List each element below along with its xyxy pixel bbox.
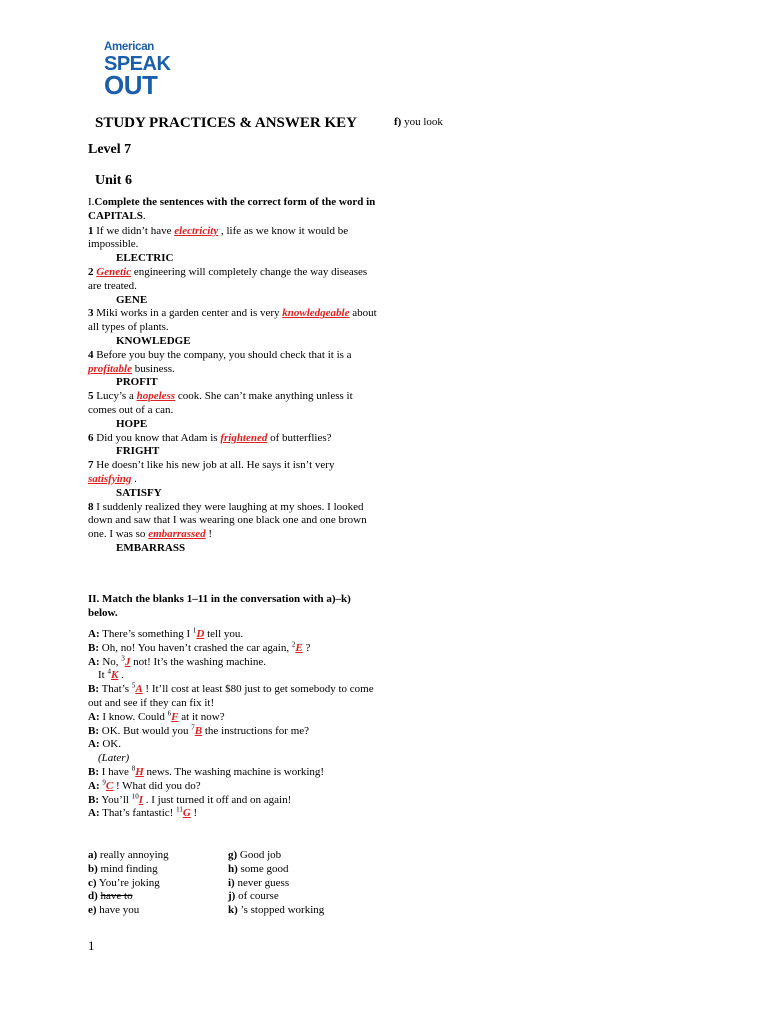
item-keyword: GENE (116, 293, 148, 306)
item-answer: Genetic (96, 265, 132, 278)
line-text-after: ! It’ll cost at least $80 just to get somebody to come out and see if they can fix it! (88, 683, 374, 709)
option-letter: g) (228, 849, 238, 861)
option-text: You’re joking (98, 876, 160, 889)
exercise-item (88, 266, 378, 307)
line-text-before: OK. (102, 738, 121, 751)
side-answer-f (394, 116, 443, 128)
item-keyword: EMBARRASS (116, 541, 186, 554)
exercise-items (88, 225, 378, 556)
speaker: B: (88, 683, 99, 696)
logo-line-speak: SPEAK (104, 52, 171, 75)
blank-number: 11 (176, 805, 183, 814)
item-text-after: engineering will completely change the way diseases are treated. (88, 265, 368, 292)
item-answer: profitable (88, 362, 132, 375)
line-text-before: It (98, 669, 105, 682)
option-letter: h) (228, 862, 238, 875)
conversation-line (88, 766, 388, 780)
item-text-after: ! (208, 528, 213, 541)
item-number: 3 (88, 307, 94, 320)
line-text-after: tell you. (207, 628, 244, 640)
speaker: B: (88, 641, 99, 654)
item-number: 5 (88, 390, 94, 403)
blank-answer: G (182, 807, 191, 820)
conversation-line (88, 683, 388, 711)
item-text-before: Miki works in a garden center and is very (96, 307, 280, 320)
option-letter: j) (228, 890, 236, 903)
section-one (88, 196, 378, 556)
side-answer-text: you look (404, 116, 443, 128)
speaker: B: (88, 724, 99, 737)
option-item (88, 849, 169, 863)
line-text-before: (Later) (98, 752, 130, 765)
option-letter: a) (88, 849, 98, 861)
page-title: STUDY PRACTICES & ANSWER KEY (95, 115, 357, 131)
item-answer: embarrassed (148, 528, 206, 541)
blank-answer: J (124, 655, 131, 668)
item-keyword: KNOWLEDGE (116, 334, 191, 347)
exercise-item (88, 390, 378, 431)
conversation-line (88, 628, 388, 642)
blank-number: 4 (107, 667, 111, 676)
item-answer: hopeless (136, 390, 176, 403)
blank-number: 8 (131, 764, 136, 773)
option-letter: i) (228, 876, 235, 889)
exercise-item (88, 307, 378, 348)
item-number: 1 (88, 224, 94, 237)
line-text-after: at it now? (181, 710, 225, 723)
blank-number: 6 (167, 709, 172, 718)
option-item (88, 890, 169, 904)
option-letter: d) (88, 890, 98, 903)
line-text-before: That’s fantastic! (102, 807, 174, 820)
line-text-after: ! What did you do? (115, 779, 201, 792)
option-item (88, 877, 169, 891)
conversation-line (88, 653, 388, 670)
item-text-after: about all types of plants. (88, 307, 377, 334)
option-text: have to (100, 890, 133, 903)
option-text: of course (238, 890, 279, 903)
blank-number: 1 (192, 626, 197, 635)
option-text: some good (240, 862, 289, 875)
line-text-after: news. The washing machine is working! (146, 765, 325, 778)
conversation-line (88, 711, 388, 725)
section-one-heading: I.Complete the sentences with the correct form of the word in CAPITALS. (88, 196, 376, 222)
item-keyword: SATISFY (116, 486, 162, 499)
exercise-item (88, 349, 378, 390)
exercise-item (88, 225, 378, 266)
speaker: A: (88, 779, 100, 792)
side-answer-letter: f) (394, 116, 402, 128)
option-text: really annoying (99, 849, 169, 861)
exercise-item (88, 501, 378, 556)
item-keyword: FRIGHT (116, 445, 160, 458)
blank-answer: D (196, 628, 205, 640)
item-number: 7 (88, 459, 94, 472)
option-letter: e) (88, 904, 97, 917)
logo-line-american: American (104, 41, 155, 53)
blank-number: 5 (131, 681, 136, 690)
line-text-before: I have (101, 765, 129, 778)
item-text-before: I suddenly realized they were laughing at my shoes. I looked down and saw that I was wearing one black one and one brown one. I was so (88, 500, 367, 541)
option-letter: c) (88, 876, 97, 889)
speaker: A: (88, 628, 100, 640)
speaker: A: (88, 738, 100, 751)
item-keyword: PROFIT (116, 376, 158, 389)
line-text-before: There’s something I (102, 628, 191, 640)
section-two-heading: II. Match the blanks 1–11 in the conversation with a)–k) below. (88, 593, 351, 619)
option-item (228, 904, 324, 918)
item-keyword: ELECTRIC (116, 252, 174, 265)
options-right (228, 849, 324, 918)
option-text: Good job (239, 849, 282, 861)
line-text-before: You’ll (101, 793, 129, 806)
item-text-before: He doesn’t like his new job at all. He says it isn’t very (96, 459, 335, 472)
speaker: A: (88, 807, 100, 820)
blank-answer: C (105, 779, 114, 792)
option-text: never guess (237, 876, 290, 889)
line-text-after: ? (305, 641, 311, 654)
blank-answer: B (194, 724, 203, 737)
blank-answer: H (135, 765, 144, 778)
line-text-before: That’s (101, 683, 130, 696)
option-text: mind finding (100, 862, 158, 875)
item-answer: frightened (220, 431, 268, 444)
conversation-line (88, 722, 388, 739)
line-text-before: No, (102, 655, 119, 668)
conversation (88, 628, 388, 821)
blank-answer: A (135, 683, 143, 696)
item-text-before: If we didn’t have (96, 224, 172, 237)
page-number: 1 (88, 938, 95, 953)
blank-number: 7 (191, 722, 195, 731)
conversation-line (88, 738, 388, 752)
speaker: B: (88, 765, 99, 778)
item-text-after: , life as we know it would be impossible. (88, 224, 349, 251)
line-text-after: ! (193, 807, 198, 820)
speaker: B: (88, 793, 99, 806)
item-text-after: of butterflies? (270, 431, 332, 444)
blank-answer: E (295, 641, 303, 654)
line-text-before: OK. But would you (101, 724, 189, 737)
exercise-item (88, 459, 378, 500)
blank-answer: K (110, 669, 119, 682)
american-speakout-logo (104, 41, 171, 100)
item-text-after: cook. She can’t make anything unless it comes out of a can. (88, 390, 353, 416)
item-number: 4 (88, 348, 94, 361)
option-text: have you (99, 904, 140, 917)
line-text-after: the instructions for me? (204, 724, 310, 737)
item-answer: satisfying (88, 472, 132, 485)
item-keyword: HOPE (116, 417, 148, 430)
line-text-before: Oh, no! You haven’t crashed the car again, (101, 641, 290, 654)
item-number: 8 (88, 500, 94, 513)
line-text-after: not! It’s the washing machine. (133, 655, 266, 668)
option-item (228, 890, 324, 904)
item-text-before: Lucy’s a (96, 390, 134, 403)
blank-answer: I (138, 793, 143, 806)
blank-number: 10 (131, 791, 139, 800)
item-text-after: business. (134, 362, 175, 375)
item-text-after: . (134, 472, 137, 485)
option-item (88, 863, 169, 877)
option-letter: k) (228, 904, 238, 917)
option-item (228, 849, 324, 863)
speaker: A: (88, 710, 100, 723)
item-text-before: Before you buy the company, you should check that it is a (96, 348, 352, 361)
line-text-before: I know. Could (102, 710, 165, 723)
item-number: 6 (88, 431, 94, 444)
logo-line-out: OUT (104, 69, 158, 100)
item-answer: electricity (174, 224, 219, 237)
blank-number: 9 (102, 778, 106, 787)
blank-number: 2 (291, 640, 296, 649)
line-text-after: . (121, 669, 124, 682)
option-item (228, 877, 324, 891)
line-text-after: . I just turned it off and on again! (145, 793, 292, 806)
item-number: 2 (88, 265, 94, 278)
option-letter: b) (88, 862, 98, 875)
option-item (228, 863, 324, 877)
option-text: ’s stopped working (240, 904, 325, 917)
speaker: A: (88, 655, 100, 668)
options-left (88, 849, 169, 918)
conversation-line (88, 807, 388, 821)
blank-answer: F (171, 710, 179, 723)
option-item (88, 904, 169, 918)
exercise-item (88, 432, 378, 460)
unit-heading: Unit 6 (95, 173, 132, 188)
level-heading: Level 7 (88, 142, 132, 157)
conversation-line (88, 791, 388, 808)
item-text-before: Did you know that Adam is (96, 431, 218, 444)
conversation-line (88, 642, 388, 656)
blank-number: 3 (121, 653, 125, 662)
item-answer: knowledgeable (282, 307, 350, 320)
